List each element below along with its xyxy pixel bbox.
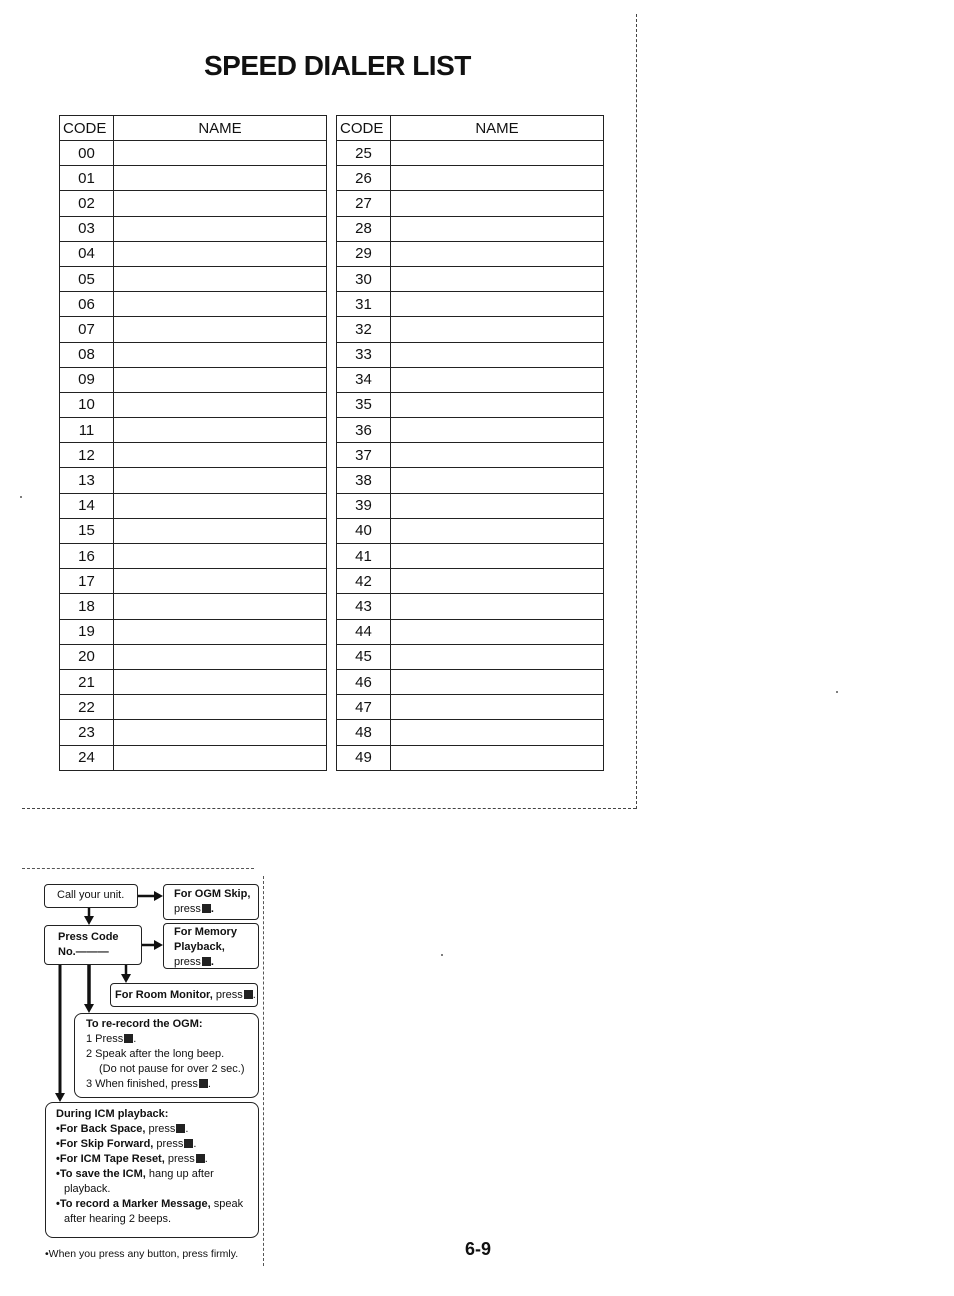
code-cell: 26 [337, 166, 391, 191]
name-cell[interactable] [114, 518, 327, 543]
table-row [337, 695, 604, 720]
table-row [60, 518, 327, 543]
table-row [337, 468, 604, 493]
name-cell[interactable] [114, 367, 327, 392]
code-cell: 44 [337, 619, 391, 644]
table-row [337, 544, 604, 569]
table-row [337, 720, 604, 745]
table-row [60, 367, 327, 392]
name-cell[interactable] [391, 367, 604, 392]
code-cell: 21 [60, 669, 114, 694]
name-cell[interactable] [114, 266, 327, 291]
name-cell[interactable] [391, 191, 604, 216]
table-row [60, 191, 327, 216]
table-row [60, 720, 327, 745]
table-row [337, 569, 604, 594]
name-cell[interactable] [114, 594, 327, 619]
arrowhead-press-to-icm [55, 1093, 65, 1102]
table-row [337, 367, 604, 392]
table-row [60, 418, 327, 443]
table-row [60, 695, 327, 720]
name-cell[interactable] [114, 418, 327, 443]
name-cell[interactable] [391, 392, 604, 417]
rerecord-step1: 1 Press [86, 1033, 124, 1045]
code-cell: 00 [60, 141, 114, 166]
table-row [60, 569, 327, 594]
icm-save-label: •To save the ICM, [56, 1168, 146, 1180]
code-cell: 48 [337, 720, 391, 745]
code-cell: 46 [337, 669, 391, 694]
press-code-line1: Press Code [58, 931, 119, 943]
press-code-box [44, 925, 142, 965]
table-row [60, 141, 327, 166]
name-cell[interactable] [391, 619, 604, 644]
table-row [60, 292, 327, 317]
code-cell: 25 [337, 141, 391, 166]
icm-skip-label: •For Skip Forward, [56, 1138, 154, 1150]
table-row [337, 619, 604, 644]
card-cut-line-top [22, 868, 254, 869]
name-cell[interactable] [114, 141, 327, 166]
code-cell: 17 [60, 569, 114, 594]
name-cell[interactable] [391, 720, 604, 745]
memory-line2: Playback, [174, 941, 225, 953]
code-cell: 41 [337, 544, 391, 569]
name-cell[interactable] [114, 669, 327, 694]
arrowhead-press-to-room [121, 974, 131, 983]
name-cell[interactable] [114, 342, 327, 367]
code-cell: 23 [60, 720, 114, 745]
code-cell: 38 [337, 468, 391, 493]
name-cell[interactable] [114, 619, 327, 644]
table-row [337, 191, 604, 216]
table-row [337, 241, 604, 266]
code-cell: 39 [337, 493, 391, 518]
code-cell: 31 [337, 292, 391, 317]
table-row [337, 518, 604, 543]
code-cell: 40 [337, 518, 391, 543]
icm-reset-label: •For ICM Tape Reset, [56, 1153, 165, 1165]
name-cell[interactable] [114, 443, 327, 468]
ogm-skip-press: press [174, 903, 201, 915]
table-row [337, 669, 604, 694]
code-cell: 22 [60, 695, 114, 720]
arrowhead-call-to-ogm [154, 891, 163, 901]
footnote: •When you press any button, press firmly. [45, 1248, 239, 1260]
card-cut-line-right [263, 876, 264, 1266]
code-cell: 45 [337, 644, 391, 669]
table-row [337, 418, 604, 443]
name-cell[interactable] [391, 241, 604, 266]
code-cell: 10 [60, 392, 114, 417]
table-row [337, 594, 604, 619]
scan-speck [836, 691, 838, 693]
name-cell[interactable] [391, 518, 604, 543]
icm-back-press: press [145, 1123, 176, 1135]
code-cell: 35 [337, 392, 391, 417]
table-row [337, 292, 604, 317]
call-unit-text: Call your unit. [57, 889, 125, 901]
name-cell[interactable] [114, 241, 327, 266]
table-row [337, 141, 604, 166]
memory-press: press [174, 956, 201, 968]
table-row [337, 493, 604, 518]
key-1-icon [176, 1124, 185, 1133]
name-header: NAME [391, 116, 604, 141]
code-header: CODE [337, 116, 391, 141]
name-cell[interactable] [391, 594, 604, 619]
name-cell[interactable] [391, 266, 604, 291]
table-row [60, 166, 327, 191]
code-cell: 27 [337, 191, 391, 216]
ogm-skip-title: For OGM Skip, [174, 888, 251, 900]
scan-speck [441, 954, 443, 956]
table-row [337, 216, 604, 241]
name-cell[interactable] [391, 443, 604, 468]
rerecord-step2: 2 Speak after the long beep. [86, 1048, 225, 1060]
memory-playback-box: For Memory Playback, press . [163, 923, 259, 969]
name-cell[interactable] [114, 745, 327, 770]
scan-speck [20, 496, 22, 498]
name-cell[interactable] [391, 141, 604, 166]
table-row [60, 342, 327, 367]
table-row [60, 594, 327, 619]
table-row [337, 266, 604, 291]
code-cell: 01 [60, 166, 114, 191]
icm-playback-box: During ICM playback: •For Back Space, press . •For Skip Forward, press . •For ICM Tape Reset, press . •To save the ICM, hang up after playback. •To record a Marker Message, speak after hearing 2 beeps. [45, 1102, 259, 1238]
key-2-icon [184, 1139, 193, 1148]
name-cell[interactable] [114, 544, 327, 569]
arrowhead-call-to-press [84, 916, 94, 925]
name-cell[interactable] [114, 493, 327, 518]
icm-back-label: •For Back Space, [56, 1123, 146, 1135]
icm-save-text2: playback. [64, 1183, 111, 1195]
icm-marker-label: •To record a Marker Message, [56, 1198, 211, 1210]
rerecord-title: To re-record the OGM: [86, 1018, 203, 1030]
table-row [337, 644, 604, 669]
key-4-icon [202, 957, 211, 966]
key-3-icon [196, 1154, 205, 1163]
code-cell: 08 [60, 342, 114, 367]
code-cell: 07 [60, 317, 114, 342]
key-9-icon [199, 1079, 208, 1088]
rerecord-step3: 3 When finished, press [86, 1078, 198, 1090]
code-cell: 43 [337, 594, 391, 619]
name-cell[interactable] [391, 695, 604, 720]
table-row [60, 216, 327, 241]
name-cell[interactable] [114, 569, 327, 594]
icm-skip-press: press [153, 1138, 184, 1150]
name-cell[interactable] [114, 392, 327, 417]
code-cell: 16 [60, 544, 114, 569]
icm-save-text: hang up after [145, 1168, 214, 1180]
code-cell: 28 [337, 216, 391, 241]
name-cell[interactable] [391, 292, 604, 317]
table-row [60, 468, 327, 493]
key-5-icon [244, 990, 253, 999]
code-cell: 33 [337, 342, 391, 367]
table-row [60, 266, 327, 291]
code-cell: 49 [337, 745, 391, 770]
code-cell: 32 [337, 317, 391, 342]
name-cell[interactable] [391, 745, 604, 770]
key-0-icon [202, 904, 211, 913]
page-title: SPEED DIALER LIST [204, 50, 471, 81]
code-cell: 19 [60, 619, 114, 644]
name-cell[interactable] [114, 191, 327, 216]
name-cell[interactable] [391, 317, 604, 342]
room-monitor-label: For Room Monitor, [115, 989, 213, 1001]
icm-marker-text: speak [210, 1198, 244, 1210]
name-cell[interactable] [391, 166, 604, 191]
table-row [337, 745, 604, 770]
code-cell: 03 [60, 216, 114, 241]
key-7-icon [124, 1034, 133, 1043]
code-cell: 20 [60, 644, 114, 669]
code-cell: 02 [60, 191, 114, 216]
code-cell: 42 [337, 569, 391, 594]
arrowhead-press-to-rerecord [84, 1004, 94, 1013]
name-header: NAME [114, 116, 327, 141]
code-cell: 36 [337, 418, 391, 443]
table-row [60, 493, 327, 518]
name-cell[interactable] [114, 720, 327, 745]
name-cell[interactable] [114, 468, 327, 493]
code-cell: 47 [337, 695, 391, 720]
press-code-line2: No.——— [58, 946, 109, 958]
name-cell[interactable] [391, 644, 604, 669]
page-number: 6-9 [465, 1239, 492, 1259]
icm-title: During ICM playback: [56, 1108, 169, 1120]
code-header: CODE [60, 116, 114, 141]
code-cell: 30 [337, 266, 391, 291]
name-cell[interactable] [114, 292, 327, 317]
table-row [60, 619, 327, 644]
icm-marker-text2: after hearing 2 beeps. [64, 1213, 172, 1225]
name-cell[interactable] [114, 317, 327, 342]
name-cell[interactable] [114, 166, 327, 191]
cut-line-horizontal [22, 808, 636, 809]
cut-line-vertical [636, 14, 637, 809]
table-row [337, 443, 604, 468]
code-cell: 18 [60, 594, 114, 619]
table-row [60, 544, 327, 569]
code-cell: 34 [337, 367, 391, 392]
table-row [60, 443, 327, 468]
code-cell: 05 [60, 266, 114, 291]
name-cell[interactable] [391, 669, 604, 694]
room-monitor-press: press [212, 989, 243, 1001]
table-row [60, 745, 327, 770]
table-row [337, 317, 604, 342]
code-cell: 24 [60, 745, 114, 770]
name-cell[interactable] [114, 695, 327, 720]
table-row [337, 166, 604, 191]
name-cell[interactable] [391, 569, 604, 594]
name-cell[interactable] [391, 418, 604, 443]
name-cell[interactable] [391, 216, 604, 241]
room-monitor-box: For Room Monitor, press . [110, 983, 258, 1007]
code-cell: 15 [60, 518, 114, 543]
code-cell: 13 [60, 468, 114, 493]
code-cell: 29 [337, 241, 391, 266]
table-row [60, 392, 327, 417]
name-cell[interactable] [114, 216, 327, 241]
ogm-skip-box: For OGM Skip, press . [163, 884, 259, 920]
table-row [60, 644, 327, 669]
speed-dial-table-left [59, 115, 327, 771]
table-row [337, 392, 604, 417]
arrowhead-press-to-memory [154, 940, 163, 950]
code-cell: 06 [60, 292, 114, 317]
table-row [337, 342, 604, 367]
code-cell: 09 [60, 367, 114, 392]
code-cell: 37 [337, 443, 391, 468]
code-cell: 04 [60, 241, 114, 266]
speed-dial-table-right [336, 115, 604, 771]
name-cell[interactable] [391, 468, 604, 493]
rerecord-ogm-box: To re-record the OGM: 1 Press . 2 Speak after the long beep. (Do not pause for over 2 sec.) 3 When finished, press . [74, 1013, 259, 1098]
memory-line1: For Memory [174, 926, 237, 938]
code-cell: 12 [60, 443, 114, 468]
icm-reset-press: press [164, 1153, 195, 1165]
code-cell: 14 [60, 493, 114, 518]
name-cell[interactable] [391, 342, 604, 367]
table-row [60, 241, 327, 266]
table-row [60, 317, 327, 342]
name-cell[interactable] [391, 544, 604, 569]
name-cell[interactable] [391, 493, 604, 518]
table-row [60, 669, 327, 694]
rerecord-step2-note: (Do not pause for over 2 sec.) [99, 1063, 245, 1075]
call-unit-box [44, 884, 138, 908]
name-cell[interactable] [114, 644, 327, 669]
code-cell: 11 [60, 418, 114, 443]
